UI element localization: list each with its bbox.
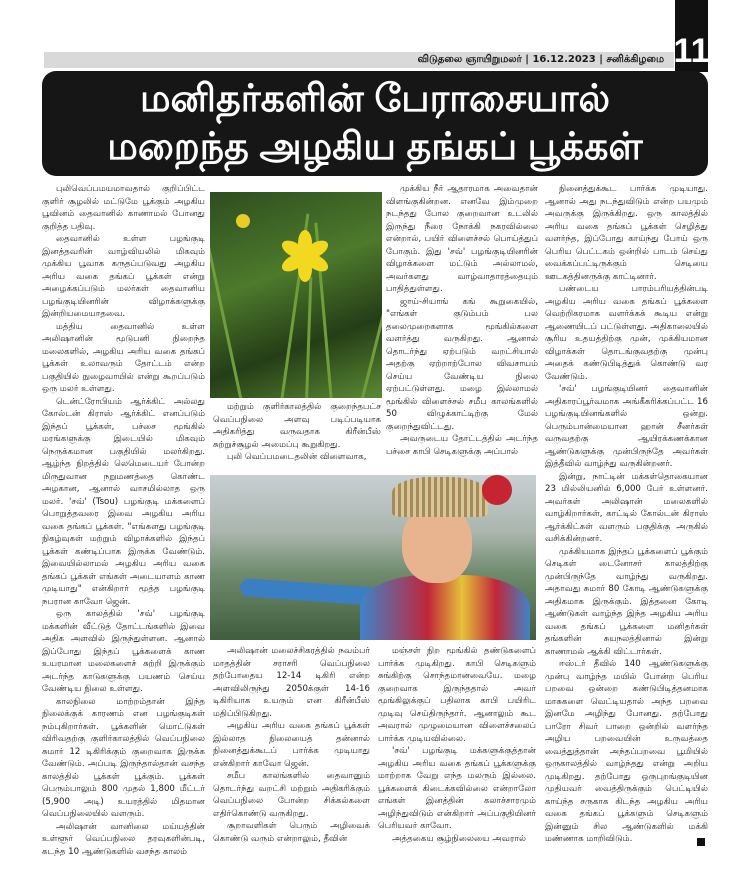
- photo-caption-column: [213, 401, 381, 461]
- paragraph: புலிவெப்பமயமாவதால் குறிப்பிட்ட குளிர் சூழலில் மட்டுமே பூக்கும் அழகிய பூவினம் தைவானில் காணாமல் போனது குறித்த பதிவு.: [42, 184, 205, 232]
- end-of-article-mark: [697, 838, 705, 846]
- paragraph: டென்ட்ரோபியம் ஆர்க்கிட் அல்லது கோல்டன் கிராஸ் ஆர்க்கிட் எனப்படும் இந்தப் பூக்கள், பச்சை மூங்கில் மரங்களுக்கு இடையில் மிகவும் நெருக்கமான பகுதியில் மலர்கிறது. ஆழ்ந்த நிறத்தில் லெமெடையர் போன்ற மிருதுவான நறுமணத்தை கொண்ட அழகான, ஆனால் வாசமில்லாத ஒரு மலர். 'சவ்' (Tsou) பழங்குடி மக்களைப் பொறுத்தவரை இவை அழகிய அரிய வகை தங்கப் பூக்கள். "எங்களது பழங்குடி நிகழ்வுகள் மற்றும் விழாக்களில் இந்தப் பூக்கள் கண்டிப்பாக இருக்க வேண்டும். இவையில்லாமல் அழகிய அரிய வகை தங்கப் பூக்கள் எங்கள் அடையாளம் காண முடியாது" என்கிறார் மூத்த பழங்குடி நபரான காவோ ஜென்.: [42, 396, 205, 607]
- paragraph: ஒரு காலத்தில் 'சவ்' பழங்குடி மக்களின் வீட்டுத் தோட்டங்களில் இவை அதிக அளவில் இருந்துள்ளன. ஆனால் இப்போது இந்தப் பூக்களைக் காண உயரமான மலைகளைச் சுற்றி இருக்கும் அடர்ந்த காடுகளுக்கு பயணம் செய்ய வேண்டிய நிலை உள்ளது.: [42, 609, 205, 694]
- article-column-3: [386, 183, 538, 468]
- paragraph: அலிஷான் வானிலை மய்யத்தின் உள்ளூர் வெப்பநிலை தரவுகளின்படி, கடந்த 10 ஆண்டுகளில் வசந்த காலம்: [42, 821, 205, 857]
- masthead: விடுதலை ஞாயிறுமலர் | 16.12.2023 | சனிக்கிழமை: [44, 52, 674, 68]
- paragraph: முக்கிய நீர் ஆதாரமாக அவைதான் விளங்குகின்றன. எனவே இம்முறை நடந்தது போல குறைவான உடலில் இருந்து நீரை நோக்கி நகரவில்லை என்றால், பயிர் விளைச்சல் பொய்த்துப் போகும். இது 'சவ்' பழங்குடியினரின் விழாக்களை மட்டும் அல்லாமல், அவர்களது வாழ்வாதாரத்தையும் பாதித்துள்ளது.: [386, 184, 538, 294]
- paragraph: அழகிய அரிய வகை தங்கப் பூக்கள் இல்லாத நிலையைத் தன்னால் நினைத்துக்கூடப் பார்க்க முடியாது என்கிறார் காவோ ஜென்.: [213, 721, 370, 769]
- paragraph: நினைத்துக்கூட பார்க்க முடியாது. ஆனால் அது நடந்துவிடும் என்ற பயமும் அவருக்கு இருக்கிறது. ஒரு காலத்தில் அரிய வகை தங்கப் பூக்கள் செழித்து வளர்ந்த, இப்போது காய்ந்து போய் ஒரு பெரிய பெட்டகம் ஒன்றில் பாடம் செய்து வைக்கப்பட்டிருக்கும் செடியை ஊடகத்தினருக்கு காட்டினார்.: [545, 184, 708, 282]
- headline: [42, 71, 708, 176]
- issue-day: சனிக்கிழமை: [606, 54, 664, 65]
- paragraph: அவருடைய தோட்டத்தில் அடர்ந்த பச்சை காபி செடிகளுக்கு அப்பால்: [386, 434, 538, 457]
- flower-photo: [210, 192, 382, 398]
- paragraph: தைவானில் உள்ள பழங்குடி இனத்தவரின் வாழ்வியலில் மிகவும் முக்கிய பூவாக கருதப்படுவது அழகிய அரிய வகை தங்கப் பூக்கள் என்று அழைக்கப்படும் மலர்கள் தைவானிய பழங்குடியினரின் விழாக்களுக்கு இன்றியமையாதவை.: [42, 234, 205, 319]
- paragraph: அத்தகைய சூழ்நிலையை அவரால்: [392, 833, 527, 844]
- issue-date: 16.12.2023: [532, 54, 596, 65]
- paragraph: பண்டைய பாரம்பரியத்தின்படி அழகிய அரிய வகை தங்கப் பூக்களை வெற்றிகரமாக வளர்க்கக் கூடிய என்று ஆணையிடப் பட்டுள்ளது. அதிகாலையில் சூரிய உதயத்திற்கு முன், முக்கியமான விழாக்கள் தொடங்குவதற்கு முன்பு அதைக் கண்டுபிடித்துக் கொண்டு வர வேண்டும்.: [545, 284, 708, 382]
- paragraph: இன்று, நாட்டின் மக்கள்தொகையான 23 மில்லியனில் 6,000 பேர் உள்ளனர். அவர்கள் அலிஷான் மலைகளில் வாழ்கிறார்கள், காட்டில் கோல்டன் கிராஸ் ஆர்க்கிட்கள் வளரும் பகுதிக்கு அருகில் வசிக்கின்றனர்.: [545, 471, 708, 544]
- headline-line-2: மறைந்த அழகிய தங்கப் பூக்கள்: [107, 126, 643, 168]
- paragraph: சூறாவளிகள் பெரும் அழிவைக் கொண்டு வரும் என்றாலும், தீவின்: [213, 821, 370, 844]
- headline-line-1: மனிதர்களின் பேராசையால்: [139, 78, 611, 120]
- page-number: 11: [675, 0, 708, 72]
- article-column-bottom-right: [378, 645, 536, 863]
- publication-name: விடுதலை ஞாயிறுமலர்: [417, 54, 522, 65]
- article-column-bottom-left: [213, 645, 370, 863]
- paragraph: காலநிலை மாற்றம்தான் இந்த நிலைக்குக் காரணம் என பழங்குடிகள் நம்புகிறார்கள். பூக்களின் மொட்டுகள் விரிவதற்கு குளிர்காலத்தில் வெப்பநிலை சுமார் 12 டிகிரிக்கும் குறைவாக இருக்க வேண்டும். அப்படி இருந்தால்தான் வசந்த காலத்தில் பூக்கள் பூக்கும். பூக்கள் பெரும்பாலும் 800 முதல் 1,800 மீட்டர் (5,900 அடி) உயரத்தில் மிதமான வெப்பநிலையில் வளரும்.: [42, 696, 205, 819]
- paragraph: மஞ்சள் நிற மூங்கில் தண்டுகளைப் பார்க்க முடிகிறது. காபி செடிகளும் சுங்கிற்கு சொந்தமானவையே. மழை குறைவாக இருந்ததால் அவர் மூங்கிலுக்குப் பதிலாக காபி பயிரிட முடிவு செய்திருந்தார். ஆனாலும் கூட அவரால் முழுமையான விளைச்சலைப் பார்க்க முடியவில்லை.: [378, 646, 536, 744]
- article-column-1: [42, 183, 205, 863]
- paragraph: மற்றும் குளிர்காலத்தில் குறைந்தபட்ச வெப்பநிலை அளவு படிப்படியாக அதிகரித்து வருவதாக கிரீன்பீஸ் சுற்றுச்சூழல் அமைப்பு கூறுகிறது.: [213, 402, 381, 450]
- paragraph: புலி வெப்பமடைதலின் விளைவாக,: [227, 452, 367, 461]
- paragraph: மத்திய தைவானில் உள்ள அலிஷானின் மூடுபனி நிறைந்த மலைகளில், அழகிய அரிய வகை தங்கப் பூக்கள் உலாவரும் தோட்டம் என்ற பகுதியில் நுழைவாயில் என்று கூறப்படும் ஒரு மலர் உள்ளது.: [42, 321, 205, 394]
- paragraph: ஈஸ்டர் தீவில் 140 ஆண்டுகளுக்கு முன்பு வாழ்ந்த மயில் போன்ற பெரிய பறவை ஒன்றை கண்டுபிடித்தனமாக மாசுகளை வெட்டியதால் அந்த பறவை இனமே அழிந்து போனது. தற்போது பாரோ சிவர் பாறை ஒன்றில் வளர்ந்த அழிய பறவையின் உருவத்தை வைத்துத்தான் அந்தப்பறவை பூமியில் ஒருகாலத்தில் வாழ்ந்தது என்று அறிய முடிகிறது. தற்போது ஒருபுறங்குடியின முதியவர் வைத்திருக்கும் பெட்டியில் காய்ந்த சருகாக கிடந்த அழகிய அரிய வகை தங்கப் பூக்களும் செடிகளும் இன்னும் சில ஆண்டுகளில் மக்கி மண்ணாக மாறிவிடும்.: [545, 659, 708, 843]
- paragraph: 'சவ்' பழங்குடியினர் தைவானின் அதிகாரப்பூர்வமாக அங்கீகரிக்கப்பட்ட 16 பழங்குடியினங்களில் ஒன்று. பெரும்பான்மையான ஹான் சீனர்கள் வருவதற்கு ஆயிரக்கணக்கான ஆண்டுகளுக்கு முன்பிருந்தே அவர்கள் இத்தீவில் வாழ்ந்து வருகின்றனர்.: [545, 384, 708, 469]
- portrait-photo: [210, 475, 536, 640]
- paragraph: சமீப காலங்களில் தைவானும் தொடர்ந்து வறட்சி மற்றும் அதிகரிக்கும் வெப்பநிலை போன்ற சிக்கல்களை எதிர்கொண்டு வருகிறது.: [213, 771, 370, 819]
- paragraph: ஜாய்-சியாங் கங் கூறுகையில், "எங்கள் குடும்பம் பல தலைமுறைகளாக மூங்கில்களை வளர்த்து வருகிறது. ஆனால் தொடர்ந்து ஏற்படும் வறட்சியால் அதற்கு ஏற்றாற்போல விவசாயம் செய்ய வேண்டிய நிலை ஏற்பட்டுள்ளது. மழை இல்லாமல் மூங்கில் விளைச்சல் சமீப காலங்களில் 50 விழுக்காட்டிற்கு மேல் குறைந்துவிட்டது.: [386, 296, 538, 432]
- paragraph: முக்கியமாக இந்தப் பூக்களைப் பூக்கும் செடிகள் டைனோசர் காலத்திற்கு முன்பிருந்தே வாழ்ந்து வருகிறது. அதாவது சுமார் 80 கோடி ஆண்டுகளுக்கு அதிகமாக இருக்கும். இத்தனை கோடி ஆண்டுகள் வாழ்ந்த இந்த அழகிய அரிய வகை தங்கப் பூக்களை மனிதர்கள் தங்களின் சுயநலத்தினால் இன்று காணாமல் ஆக்கி விட்டார்கள்.: [545, 546, 708, 657]
- paragraph: அலிஷான் மலைச்சிகரத்தில் நவம்பர் மாதத்தின் சராசரி வெப்பநிலை தற்போதைய 12-14 டிகிரி என்ற அளவிலிருந்து 2050க்குள் 14-16 டிகிரியாக உயரும் என கிரீன்பீஸ் மதிப்பிடுகிறது.: [213, 646, 370, 719]
- article-column-4: [545, 183, 708, 843]
- paragraph: 'சவ்' பழங்குடி மக்களுக்குத்தான் அழகிய அரிய வகை தங்கப் பூக்களுக்கு மாற்றாக வேறு எந்த மலரும் இல்லை. பூக்களைக் கிடைக்கவில்லை என்றாலோ எங்கள் இனத்தின் கலாச்சாரமும் அழிந்துவிடும் என்கிறார் அப்பகுதியினர் பெரியவர் காவோ.: [378, 746, 536, 831]
